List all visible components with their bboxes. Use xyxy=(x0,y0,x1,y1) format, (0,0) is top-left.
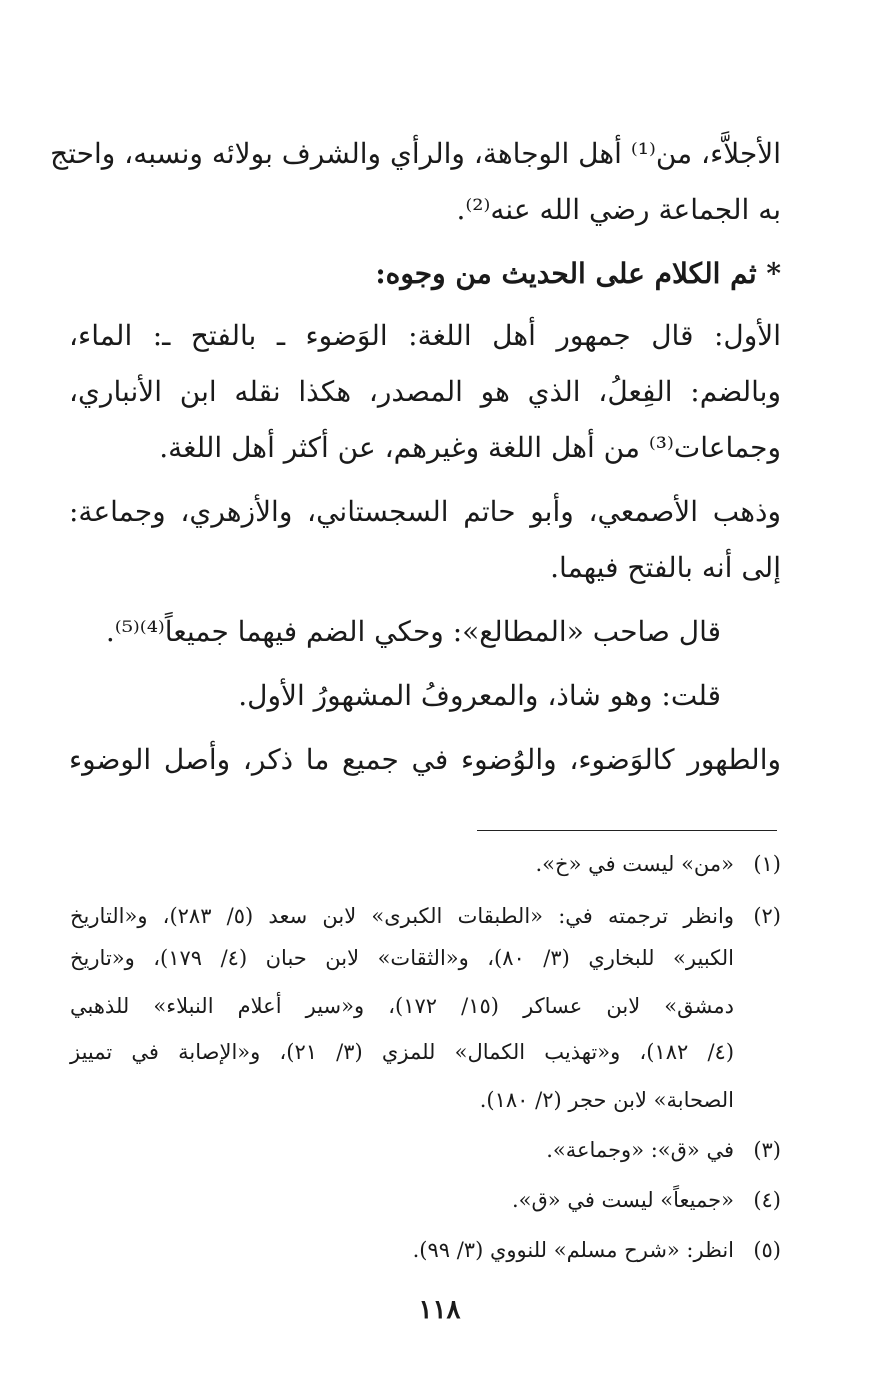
footnote-number: (٣) xyxy=(753,1138,781,1162)
body-line-6: وجماعات⁽³⁾ من أهل اللغة وغيرهم، عن أكثر أهل اللغة. xyxy=(159,431,781,464)
body-line-2: به الجماعة رضي الله عنه⁽²⁾. xyxy=(456,193,781,226)
body-line-1: الأجلاَّء، من⁽¹⁾ أهل الوجاهة، والرأي والشرف بولائه ونسبه، واحتج xyxy=(50,137,781,170)
body-line-4: الأول: قال جمهور أهل اللغة: الوَضوء ـ بالفتح ـ: الماء، xyxy=(69,319,781,352)
footnote-text: «جميعاً» ليست في «ق». xyxy=(511,1188,734,1212)
footnote-text: دمشق» لابن عساكر (١٥/ ١٧٢)، و«سير أعلام النبلاء» للذهبي xyxy=(70,994,734,1018)
body-line-9: قال صاحب «المطالع»: وحكي الضم فيهما جميعاً⁽⁴⁾⁽⁵⁾. xyxy=(105,615,721,648)
page-number: ١١٨ xyxy=(418,1295,461,1325)
body-line-10: قلت: وهو شاذ، والمعروفُ المشهورُ الأول. xyxy=(238,679,721,712)
footnote-text: الصحابة» لابن حجر (٢/ ١٨٠). xyxy=(479,1088,734,1112)
footnote-text: في «ق»: «وجماعة». xyxy=(546,1138,734,1162)
body-line-8: إلى أنه بالفتح فيهما. xyxy=(550,551,781,584)
footnote-text: انظر: «شرح مسلم» للنووي (٣/ ٩٩). xyxy=(412,1238,734,1262)
footnote-separator xyxy=(477,830,777,831)
footnote-number: (٤) xyxy=(753,1188,781,1212)
footnote-text: «من» ليست في «خ». xyxy=(535,852,734,876)
footnote-number: (٥) xyxy=(753,1238,781,1262)
body-line-5: وبالضم: الفِعلُ، الذي هو المصدر، هكذا نقله ابن الأنباري، xyxy=(69,375,781,408)
footnote-text: وانظر ترجمته في: «الطبقات الكبرى» لابن سعد (٥/ ٢٨٣)، و«التاريخ xyxy=(70,904,734,928)
footnote-number: (١) xyxy=(753,852,781,876)
body-line-11: والطهور كالوَضوء، والوُضوء في جميع ما ذكر، وأصل الوضوء xyxy=(69,743,781,776)
section-heading: * ثم الكلام على الحديث من وجوه: xyxy=(375,257,781,290)
footnote-text: الكبير» للبخاري (٣/ ٨٠)، و«الثقات» لابن حبان (٤/ ١٧٩)، و«تاريخ xyxy=(70,946,734,970)
body-line-7: وذهب الأصمعي، وأبو حاتم السجستاني، والأزهري، وجماعة: xyxy=(69,495,781,528)
footnote-number: (٢) xyxy=(753,904,781,928)
footnote-text: (٤/ ١٨٢)، و«تهذيب الكمال» للمزي (٣/ ٢١)، و«الإصابة في تمييز xyxy=(70,1040,735,1064)
